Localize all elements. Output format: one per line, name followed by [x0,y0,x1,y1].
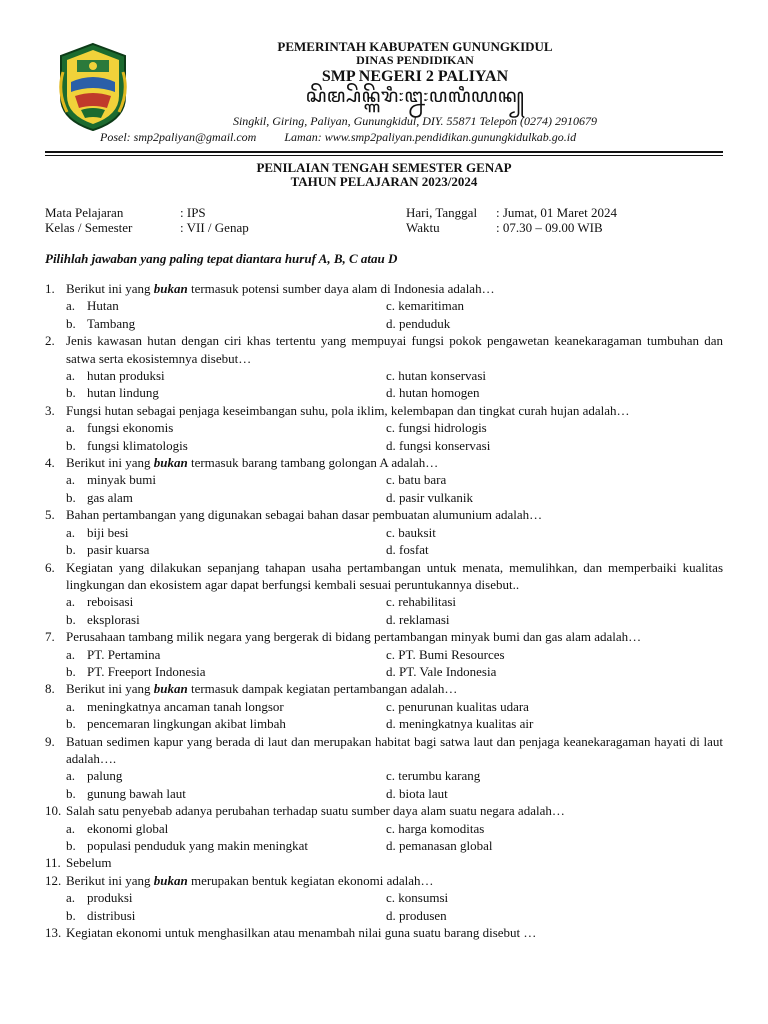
question-text [66,559,723,594]
answer-options [45,593,723,628]
option-letter: a. [66,698,76,714]
option-text: meningkatnya ancaman tanah longsor [87,698,284,714]
option-letter: a. [66,594,76,610]
option-d [386,541,723,558]
question-item [45,332,723,367]
option-b [45,837,386,854]
option-d [386,611,723,628]
option-text: c. PT. Bumi Resources [386,646,505,662]
question-text [66,454,723,471]
question-number: 11. [45,855,61,871]
question-item [45,680,723,697]
option-a [45,297,386,314]
option-text: Hutan [87,298,119,314]
option-letter: b. [66,385,76,401]
option-text: d. reklamasi [386,611,450,627]
class-label: Kelas / Semester [45,220,133,235]
question-text-part: termasuk dampak kegiatan pertambangan adalah… [187,681,458,697]
option-d [386,437,723,454]
option-letter: b. [66,838,76,853]
question-item [45,924,723,941]
question-text [66,733,723,768]
time-value: : 07.30 – 09.00 WIB [496,220,603,235]
option-text: PT. Pertamina [87,646,161,662]
answer-options [45,524,723,559]
option-letter: b. [66,315,76,331]
option-text: eksplorasi [87,611,140,627]
option-text: d. meningkatnya kualitas air [386,716,534,732]
question-item [45,854,723,871]
option-letter: a. [66,890,76,906]
option-d [386,837,723,854]
question-text-part: Berikut ini yang [66,872,154,888]
option-b [45,437,386,454]
question-number: 4. [45,455,55,471]
option-letter: b. [66,542,76,558]
option-text: gunung bawah laut [87,785,186,801]
question-item [45,733,723,768]
option-text: gas alam [87,489,133,505]
option-text: d. pemanasan global [386,838,493,853]
option-a [45,646,386,663]
option-text: c. bauksit [386,524,436,540]
answer-options [45,820,723,855]
question-text [66,854,723,871]
option-b [45,611,386,628]
question-item [45,559,723,594]
question-text [66,280,723,297]
department-name: DINAS PENDIDIKAN [356,53,474,67]
day-label: Hari, Tanggal [406,205,478,220]
option-a [45,524,386,541]
option-text: c. hutan konservasi [386,368,487,384]
option-letter: b. [66,489,76,505]
option-d [386,315,723,332]
emphasis-word: bukan [153,872,188,888]
question-text-part: Berikut ini yang [66,281,154,296]
question-text-part: Sebelum [66,855,112,871]
option-d [386,715,723,732]
question-text-part: Bahan pertambangan yang digunakan sebagai bahan dasar pembuatan alumunium adalah… [66,507,543,523]
answer-options [45,889,723,924]
option-text: minyak bumi [87,472,156,488]
option-d [386,489,723,506]
option-text: pasir kuarsa [87,542,150,558]
option-b [45,907,386,924]
question-item [45,628,723,645]
option-d [386,907,723,924]
question-text [66,402,723,419]
government-name: PEMERINTAH KABUPATEN GUNUNGKIDUL [277,39,553,54]
instruction: Pilihlah jawaban yang paling tepat diantara huruf A, B, C atau D [45,251,398,266]
option-text: fungsi ekonomis [87,420,174,436]
question-text-part: termasuk barang tambang golongan A adalah… [187,455,439,471]
option-text: produksi [87,890,133,906]
option-c [386,889,723,906]
option-letter: b. [66,785,76,801]
option-letter: b. [66,611,76,627]
answer-options [45,767,723,802]
option-d [386,384,723,401]
option-a [45,889,386,906]
option-text: fungsi klimatologis [87,437,188,453]
option-d [386,785,723,802]
option-text: c. terumbu karang [386,768,481,784]
emphasis-word: bukan [153,281,188,296]
question-number: 1. [45,281,55,296]
website-text: Laman: www.smp2paliyan.pendidikan.gunungkidulkab.go.id [284,130,577,144]
option-text: populasi penduduk yang makin meningkat [87,838,308,853]
option-text: pencemaran lingkungan akibat limbah [87,716,286,732]
option-letter: a. [66,646,76,662]
question-text-part: Berikut ini yang [66,455,154,471]
option-letter: b. [66,907,76,923]
option-text: c. penurunan kualitas udara [386,698,529,714]
option-b [45,489,386,506]
option-text: reboisasi [87,594,134,610]
question-number: 9. [45,733,55,749]
question-text [66,680,723,697]
option-text: distribusi [87,907,136,923]
option-text: PT. Freeport Indonesia [87,663,206,679]
option-letter: b. [66,716,76,732]
option-c [386,419,723,436]
time-label: Waktu [406,220,440,235]
question-text [66,628,723,645]
option-a [45,767,386,784]
option-text: Tambang [87,315,136,331]
option-text: d. fosfat [386,542,429,558]
question-item [45,506,723,523]
option-text: d. pasir vulkanik [386,489,474,505]
option-letter: b. [66,437,76,453]
option-c [386,297,723,314]
option-text: ekonomi global [87,820,169,836]
class-value: : VII / Genap [180,220,249,235]
option-letter: a. [66,524,76,540]
option-text: d. PT. Vale Indonesia [386,663,497,679]
question-text-part: merupakan bentuk kegiatan ekonomi adalah… [187,872,434,888]
option-text: d. fungsi konservasi [386,437,491,453]
question-item [45,454,723,471]
question-number: 3. [45,402,55,418]
option-c [386,646,723,663]
question-text-part: Batuan sedimen kapur yang berada di laut dan merupakan habitat bagi satwa laut dan penjaga keanekaragaman hayati di laut adalah…. [66,733,723,766]
option-d [386,663,723,680]
question-text [66,924,723,941]
question-text-part: Berikut ini yang [66,681,154,697]
question-number: 7. [45,629,55,645]
option-letter: a. [66,472,76,488]
option-a [45,471,386,488]
option-b [45,315,386,332]
option-letter: a. [66,420,76,436]
question-item [45,280,723,297]
option-c [386,767,723,784]
option-a [45,698,386,715]
option-letter: a. [66,298,76,314]
header-rule-thick [45,151,723,153]
question-text-part: Kegiatan ekonomi untuk menghasilkan atau menambah nilai guna suatu barang disebut … [66,925,537,941]
option-a [45,820,386,837]
question-list [45,280,723,941]
email-text: Posel: smp2paliyan@gmail.com [100,130,257,144]
option-b [45,541,386,558]
option-letter: a. [66,820,76,836]
school-name: SMP NEGERI 2 PALIYAN [321,68,509,85]
option-text: hutan lindung [87,385,159,401]
option-b [45,663,386,680]
question-number: 2. [45,333,55,349]
option-b [45,384,386,401]
option-c [386,524,723,541]
contact-line [100,130,700,145]
question-item [45,872,723,889]
option-c [386,593,723,610]
exam-title [45,161,723,189]
question-item [45,802,723,819]
exam-title-line2: TAHUN PELAJARAN 2023/2024 [290,174,478,189]
question-number: 12. [45,872,62,888]
question-text-part: Salah satu penyebab adanya perubahan terhadap suatu sumber daya alam suatu negara adalah… [66,803,565,819]
option-text: d. produsen [386,907,447,923]
option-a [45,367,386,384]
answer-options [45,367,723,402]
option-text: d. penduduk [386,315,451,331]
option-text: c. harga komoditas [386,820,485,836]
exam-title-line1: PENILAIAN TENGAH SEMESTER GENAP [256,160,512,175]
emphasis-word: bukan [153,455,188,471]
option-a [45,419,386,436]
option-text: c. rehabilitasi [386,594,457,610]
question-text [66,872,723,889]
day-value: : Jumat, 01 Maret 2024 [496,205,617,220]
answer-options [45,471,723,506]
option-letter: a. [66,368,76,384]
option-c [386,820,723,837]
header-rule-thin [45,155,723,156]
question-text-part: Kegiatan yang dilakukan sepanjang tahapan usaha pertambangan untuk menata, memulihkan, dan memperbaiki kualitas lingkungan dan ekosistem agar dapat berfungsi kembali sesuai peruntukannya disebut.. [66,559,723,592]
question-text-part: termasuk potensi sumber daya alam di Indonesia adalah… [187,281,495,296]
question-text [66,332,723,367]
option-text: d. hutan homogen [386,385,480,401]
option-c [386,698,723,715]
question-text-part: Perusahaan tambang milik negara yang bergerak di bidang pertambangan minyak bumi dan gas alam adalah… [66,629,642,645]
option-c [386,471,723,488]
question-number: 5. [45,507,55,523]
question-text-part: Fungsi hutan sebagai penjaga keseimbangan suhu, pola iklim, kelembapan dan tingkat curah hujan adalah… [66,402,630,418]
option-b [45,785,386,802]
question-number: 13. [45,925,62,941]
question-item [45,402,723,419]
option-letter: a. [66,768,76,784]
option-text: c. konsumsi [386,890,449,906]
option-text: c. fungsi hidrologis [386,420,487,436]
option-text: d. biota laut [386,785,448,801]
question-number: 6. [45,559,55,575]
javanese-script-name: ꦱꦼꦩ꧀ꦥꦼꦤ꧀ꦒꦼꦫꦶ꧇꧒꧇ꦥꦭꦶꦪꦤ꧀ [305,86,525,107]
option-c [386,367,723,384]
question-text [66,506,723,523]
option-a [45,593,386,610]
subject-label: Mata Pelajaran [45,205,124,220]
option-text: hutan produksi [87,368,165,384]
emphasis-word: bukan [153,681,188,697]
answer-options [45,419,723,454]
subject-value: : IPS [180,205,206,220]
option-text: c. kemaritiman [386,298,464,314]
question-text [66,802,723,819]
option-text: c. batu bara [386,472,447,488]
answer-options [45,698,723,733]
answer-options [45,297,723,332]
letterhead [150,40,680,108]
regency-emblem-icon [55,42,131,132]
option-b [45,715,386,732]
option-text: biji besi [87,524,129,540]
question-number: 10. [45,803,62,819]
school-address: Singkil, Giring, Paliyan, Gunungkidul, DIY. 55871 Telepon (0274) 2910679 [232,114,598,128]
answer-options [45,646,723,681]
question-text-part: Jenis kawasan hutan dengan ciri khas tertentu yang mempuyai fungsi pokok pengawetan keanekaragaman tumbuhan dan satwa serta ekosistemnya disebut… [66,333,723,366]
option-text: palung [87,768,123,784]
option-letter: b. [66,663,76,679]
question-number: 8. [45,681,55,697]
